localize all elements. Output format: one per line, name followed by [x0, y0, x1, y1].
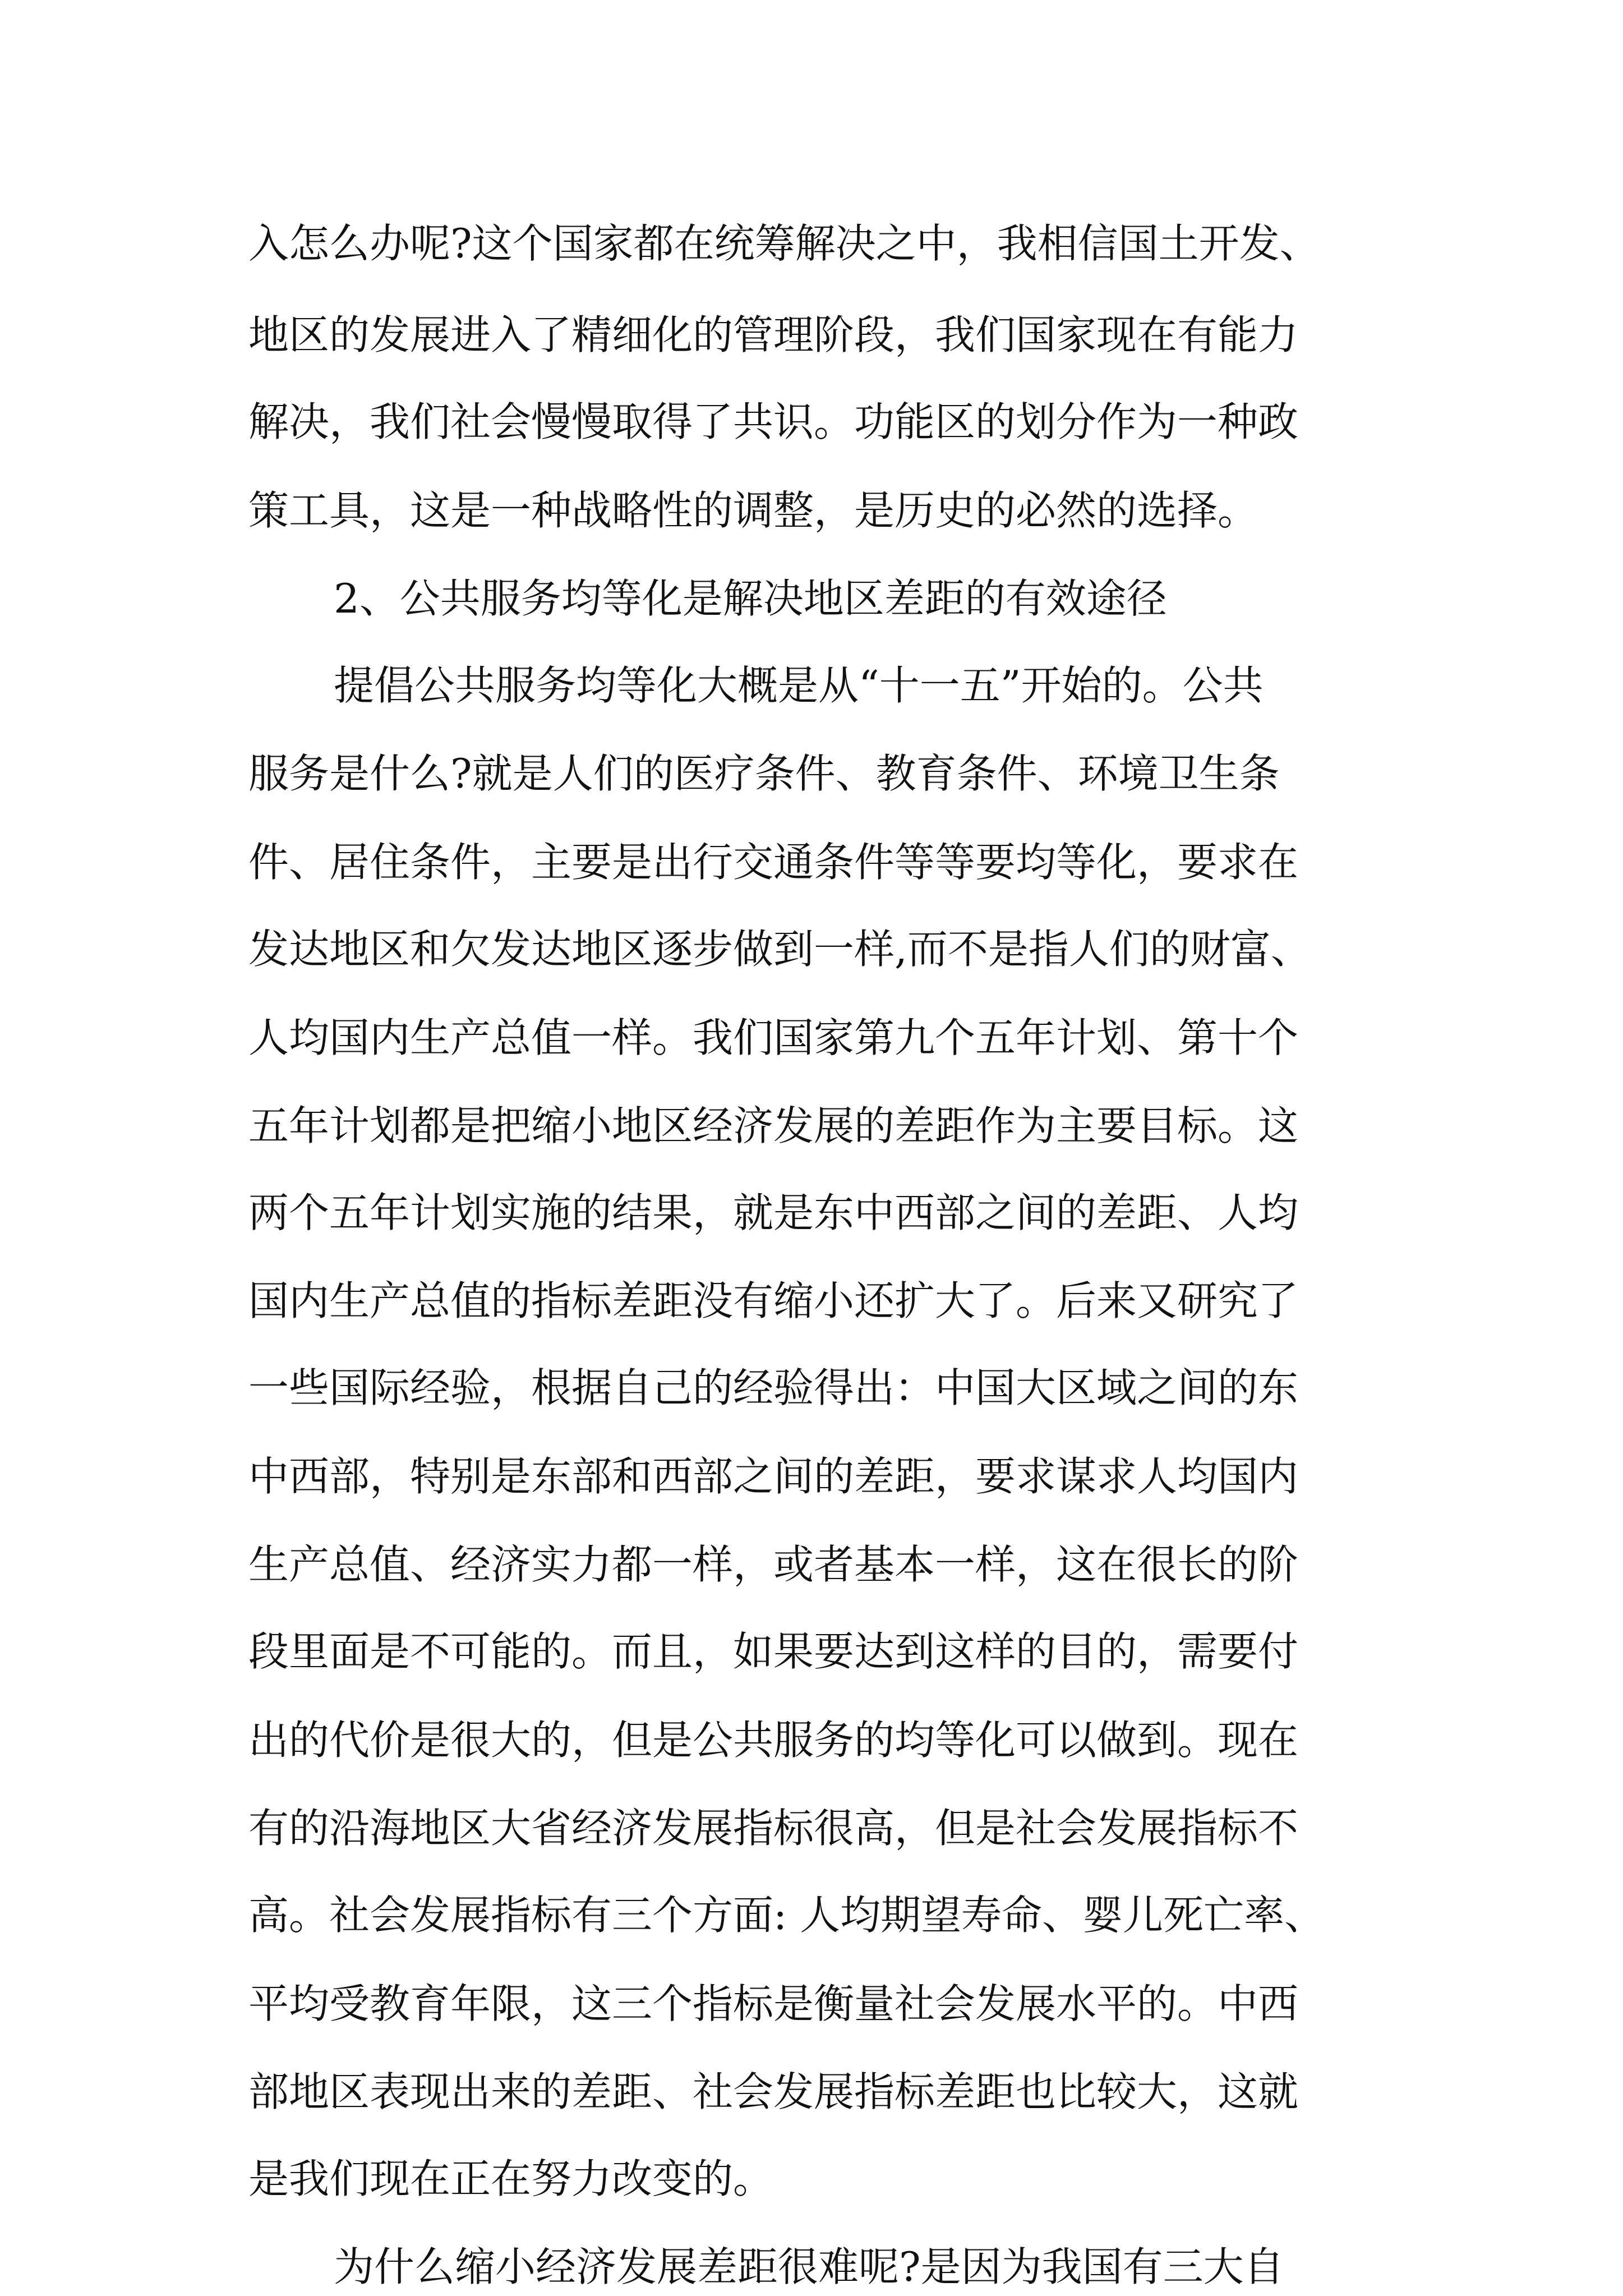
text-line: 有的沿海地区大省经济发展指标很高，但是社会发展指标不: [248, 1805, 1299, 1852]
text-line: 入怎么办呢?这个国家都在统筹解决之中，我相信国土开发、: [248, 220, 1320, 267]
text-line: 出的代价是很大的，但是公共服务的均等化可以做到。现在: [248, 1717, 1299, 1764]
text-line: 中西部，特别是东部和西部之间的差距，要求谋求人均国内: [248, 1453, 1299, 1500]
text-line: 平均受教育年限，这三个指标是衡量社会发展水平的。中西: [248, 1980, 1299, 2027]
text-line: 部地区表现出来的差距、社会发展指标差距也比较大，这就: [248, 2068, 1299, 2115]
text-line: 高。社会发展指标有三个方面: 人均期望寿命、婴儿死亡率、: [248, 1892, 1325, 1939]
text-line: 为什么缩小经济发展差距很难呢?是因为我国有三大自: [334, 2243, 1284, 2290]
text-line: 策工具，这是一种战略性的调整，是历史的必然的选择。: [248, 487, 1258, 534]
text-line: 两个五年计划实施的结果，就是东中西部之间的差距、人均: [248, 1189, 1299, 1236]
text-line: 五年计划都是把缩小地区经济发展的差距作为主要目标。这: [248, 1102, 1299, 1149]
text-line: 生产总值、经济实力都一样，或者基本一样，这在很长的阶: [248, 1541, 1299, 1588]
text-line: 服务是什么?就是人们的医疗条件、教育条件、环境卫生条: [248, 750, 1280, 797]
section-heading: 2、公共服务均等化是解决地区差距的有效途径: [334, 575, 1167, 622]
text-line: 人均国内生产总值一样。我们国家第九个五年计划、第十个: [248, 1014, 1299, 1061]
text-line: 提倡公共服务均等化大概是从“十一五”开始的。公共: [334, 662, 1264, 709]
text-line: 是我们现在正在努力改变的。: [248, 2155, 774, 2202]
text-line: 段里面是不可能的。而且，如果要达到这样的目的，需要付: [248, 1628, 1299, 1675]
text-line: 发达地区和欠发达地区逐步做到一样,而不是指人们的财富、: [248, 926, 1311, 973]
text-line: 国内生产总值的指标差距没有缩小还扩大了。后来又研究了: [248, 1277, 1299, 1324]
text-line: 件、居住条件，主要是出行交通条件等等要均等化，要求在: [248, 839, 1299, 886]
text-line: 地区的发展进入了精细化的管理阶段，我们国家现在有能力: [248, 311, 1299, 358]
text-line: 解决，我们社会慢慢取得了共识。功能区的划分作为一种政: [248, 398, 1299, 445]
text-line: 一些国际经验，根据自己的经验得出：中国大区域之间的东: [248, 1364, 1299, 1411]
